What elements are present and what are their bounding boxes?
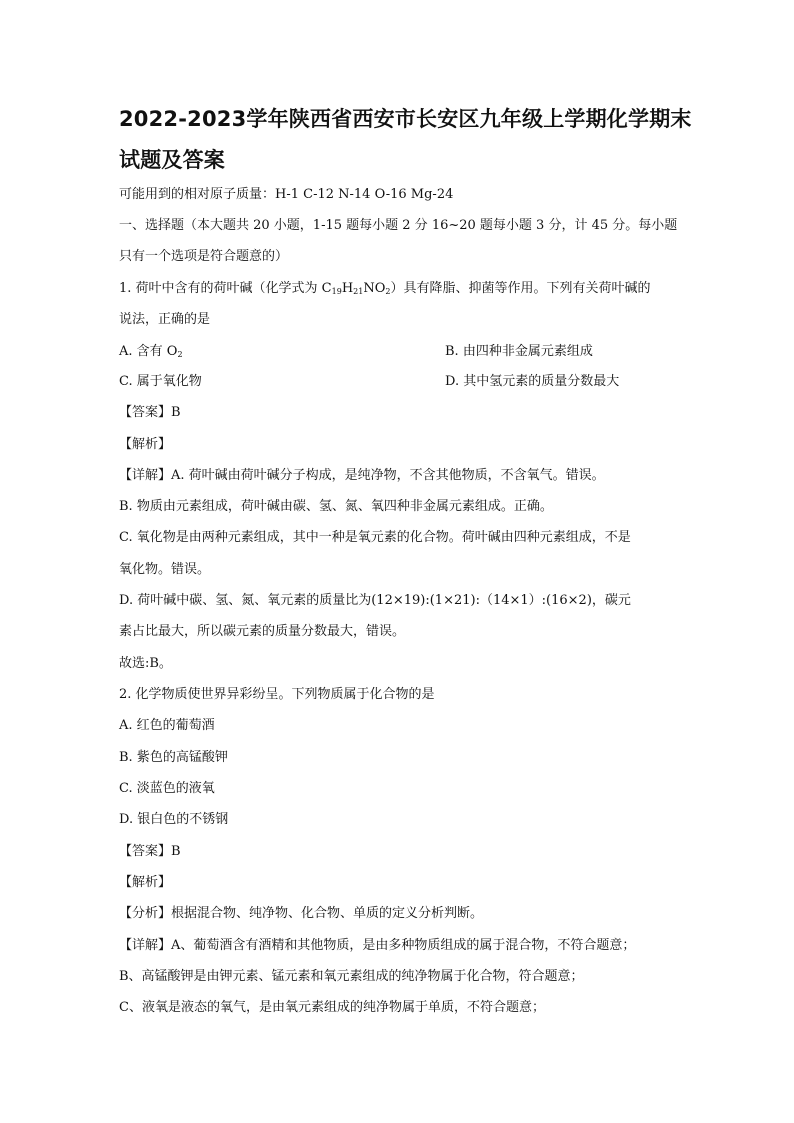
q1-analysis-heading: 【解析】	[119, 437, 172, 452]
q2-analysis-heading: 【解析】	[119, 875, 172, 890]
q1-stem-before: 1. 荷叶中含有的荷叶碱（化学式为 C	[119, 281, 332, 296]
q1-stem-line-1	[119, 279, 651, 302]
atomic-masses-line: 可能用到的相对原子质量：H-1 C-12 N-14 O-16 Mg-24	[119, 187, 454, 202]
q1-detail-d-line-2: 素占比最大，所以碳元素的质量分数最大，错误。	[119, 624, 406, 639]
q1-detail-d-line-1: D. 荷叶碱中碳、氢、氮、氧元素的质量比为(12×19):(1×21):（14×1）:(16×2)，碳元	[119, 593, 631, 608]
q1-option-b: B. 由四种非金属元素组成	[445, 344, 593, 359]
q2-option-d: D. 银白色的不锈钢	[119, 812, 229, 827]
q2-option-c: C. 淡蓝色的液氧	[119, 781, 215, 796]
q1-formula-sub-2: 21	[353, 287, 364, 296]
q2-option-b: B. 紫色的高锰酸钾	[119, 750, 228, 765]
q1-option-c: C. 属于氧化物	[119, 374, 202, 389]
q2-detail-c: C、液氧是液态的氧气，是由氧元素组成的纯净物属于单质，不符合题意；	[119, 1000, 545, 1015]
q1-choose: 故选:B。	[119, 656, 172, 671]
document-title-line-1: 2022-2023学年陕西省西安市长安区九年级上学期化学期末	[119, 107, 692, 131]
q1-formula-h: H	[341, 281, 354, 296]
q1-formula-sub-1: 19	[331, 287, 342, 296]
q2-detail-b: B、高锰酸钾是由钾元素、锰元素和氧元素组成的纯净物属于化合物，符合题意；	[119, 969, 584, 984]
q1-option-a-sub: 2	[177, 350, 183, 359]
q1-option-d: D. 其中氢元素的质量分数最大	[445, 374, 620, 389]
q1-answer: 【答案】B	[119, 405, 181, 420]
q1-detail-b: B. 物质由元素组成，荷叶碱由碳、氢、氮、氧四种非金属元素组成。正确。	[119, 499, 553, 514]
q1-formula-sub-3: 2	[385, 287, 391, 296]
q1-detail-c-line-1: C. 氧化物是由两种元素组成，其中一种是氧元素的化合物。荷叶碱由四种元素组成，不是	[119, 530, 631, 545]
q1-formula-no: NO	[363, 281, 386, 296]
section-heading-line-1: 一、选择题（本大题共 20 小题，1-15 题每小题 2 分 16~20 题每小题 3 分，计 45 分。每小题	[119, 218, 678, 233]
q2-option-a: A. 红色的葡萄酒	[119, 718, 215, 733]
q2-fenxi: 【分析】根据混合物、纯净物、化合物、单质的定义分析判断。	[119, 906, 484, 921]
section-heading-line-2: 只有一个选项是符合题意的）	[119, 249, 289, 264]
q1-option-a	[119, 342, 183, 365]
q1-stem-after: ）具有降脂、抑菌等作用。下列有关荷叶碱的	[390, 281, 651, 296]
document-title-line-2: 试题及答案	[119, 148, 225, 172]
q2-answer: 【答案】B	[119, 844, 181, 859]
q1-detail-a: 【详解】A. 荷叶碱由荷叶碱分子构成，是纯净物，不含其他物质，不含氧气。错误。	[119, 468, 605, 483]
q1-detail-c-line-2: 氧化物。错误。	[119, 562, 211, 577]
q1-stem-line-2: 说法，正确的是	[119, 312, 211, 327]
q2-stem: 2. 化学物质使世界异彩纷呈。下列物质属于化合物的是	[119, 687, 435, 702]
q1-option-a-text: A. 含有 O	[119, 344, 178, 359]
q2-detail-a: 【详解】A、葡萄酒含有酒精和其他物质，是由多种物质组成的属于混合物，不符合题意；	[119, 938, 636, 953]
